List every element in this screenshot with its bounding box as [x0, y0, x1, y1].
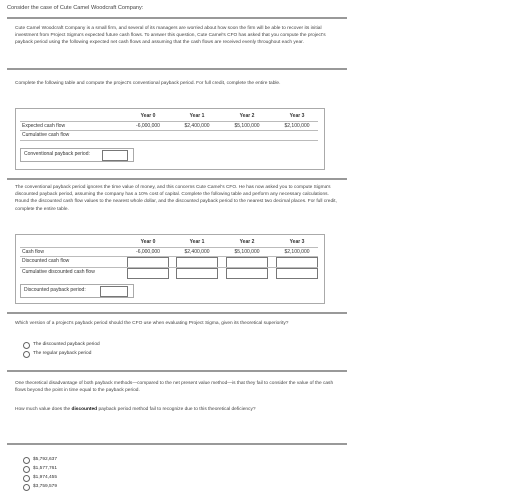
- year-header: Year 3: [289, 113, 305, 119]
- cash-flow-value: $2,100,000: [284, 249, 310, 255]
- row-label: Cumulative cash flow: [22, 132, 70, 138]
- option-label: $1,577,761: [33, 466, 58, 471]
- year-header: Year 3: [289, 239, 305, 245]
- cumulative-dcf-input-y3[interactable]: [276, 268, 318, 279]
- divider: [7, 68, 347, 70]
- year-header: Year 1: [189, 113, 205, 119]
- intro-paragraph: Cute Camel Woodcraft Company is a small firm, and several of its managers are worried about how soon the firm will be able to recover its initial investment from Project Sigma's expected future cash flows. To answer this question, Cute Camel's CFO has asked that you compute the project's payback period using the following expected net cash flows and assuming that the cash flows are received evenly throughout each year.: [15, 26, 326, 46]
- radio-button[interactable]: [23, 342, 30, 349]
- q5-bold: discounted: [71, 407, 98, 412]
- q3-question: Which version of a project's payback period should the CFO use when evaluating Project Sigma, given its theoretical superiority?: [15, 321, 289, 326]
- divider: [7, 178, 347, 180]
- q5-pre: How much value does the: [15, 407, 72, 412]
- q5-question: [15, 406, 355, 413]
- q1-instructions: Complete the following table and compute the project's conventional payback period. For full credit, complete the entire table.: [15, 81, 281, 86]
- payback-label: Conventional payback period:: [24, 151, 90, 157]
- cumulative-dcf-input-y2[interactable]: [226, 268, 268, 279]
- year-header: Year 0: [140, 239, 156, 245]
- radio-button[interactable]: [23, 351, 30, 358]
- option-label: $3,759,579: [33, 484, 58, 489]
- row-divider: [20, 267, 318, 268]
- radio-button[interactable]: [23, 475, 30, 482]
- cumulative-dcf-input-y0[interactable]: [127, 268, 169, 279]
- row-label: Cumulative discounted cash flow: [22, 269, 95, 275]
- row-divider: [20, 256, 318, 257]
- divider: [7, 17, 347, 19]
- cash-flow-value: -6,000,000: [136, 123, 160, 129]
- cash-flow-value: $2,400,000: [184, 249, 210, 255]
- cash-flow-value: -6,000,000: [136, 249, 160, 255]
- radio-button[interactable]: [23, 466, 30, 473]
- cash-flow-value: $2,400,000: [184, 123, 210, 129]
- row-divider: [20, 247, 318, 248]
- cumulative-dcf-input-y1[interactable]: [176, 268, 218, 279]
- option-label: $1,974,455: [33, 475, 58, 480]
- row-label: Cash flow: [22, 249, 44, 255]
- year-header: Year 0: [140, 113, 156, 119]
- row-divider: [20, 130, 318, 131]
- year-header: Year 1: [189, 239, 205, 245]
- q4-text: One theoretical disadvantage of both payback methods—compared to the net present value method—is that they fail to consider the value of the cash flows beyond the point in time equal to the payback period.: [15, 381, 334, 394]
- payback-label: Discounted payback period:: [24, 287, 86, 293]
- row-label: Expected cash flow: [22, 123, 66, 129]
- cash-flow-value: $5,100,000: [234, 249, 260, 255]
- q5-post: payback period method fail to recognize due to this theoretical deficiency?: [97, 407, 256, 412]
- year-header: Year 2: [239, 239, 255, 245]
- cash-flow-value: $2,100,000: [284, 123, 310, 129]
- conventional-payback-input[interactable]: [102, 150, 128, 161]
- row-divider: [20, 121, 318, 122]
- q2-instructions: The conventional payback period ignores the time value of money, and this concerns Cute Camel's CFO. He has now asked you to compute Sigma's discounted payback period, assuming the company has a 10% cost of capital. Complete the following table and perform any necessary calculations. Round the discounted cash flow values to the nearest whole dollar, and the discounted payback period to the nearest two decimal places. For full credit, complete the entire table.: [15, 185, 337, 212]
- radio-button[interactable]: [23, 457, 30, 464]
- divider: [7, 312, 347, 314]
- radio-button[interactable]: [23, 484, 30, 491]
- divider: [7, 370, 347, 372]
- cash-flow-value: $5,100,000: [234, 123, 260, 129]
- option-label: The discounted payback period: [33, 342, 100, 347]
- option-label: $5,792,637: [33, 457, 58, 462]
- discounted-payback-input[interactable]: [100, 286, 128, 297]
- page-title: Consider the case of Cute Camel Woodcraft Company:: [7, 5, 144, 11]
- option-label: The regular payback period: [33, 351, 92, 356]
- divider: [7, 443, 347, 445]
- row-divider: [20, 140, 318, 141]
- year-header: Year 2: [239, 113, 255, 119]
- row-label: Discounted cash flow: [22, 258, 70, 264]
